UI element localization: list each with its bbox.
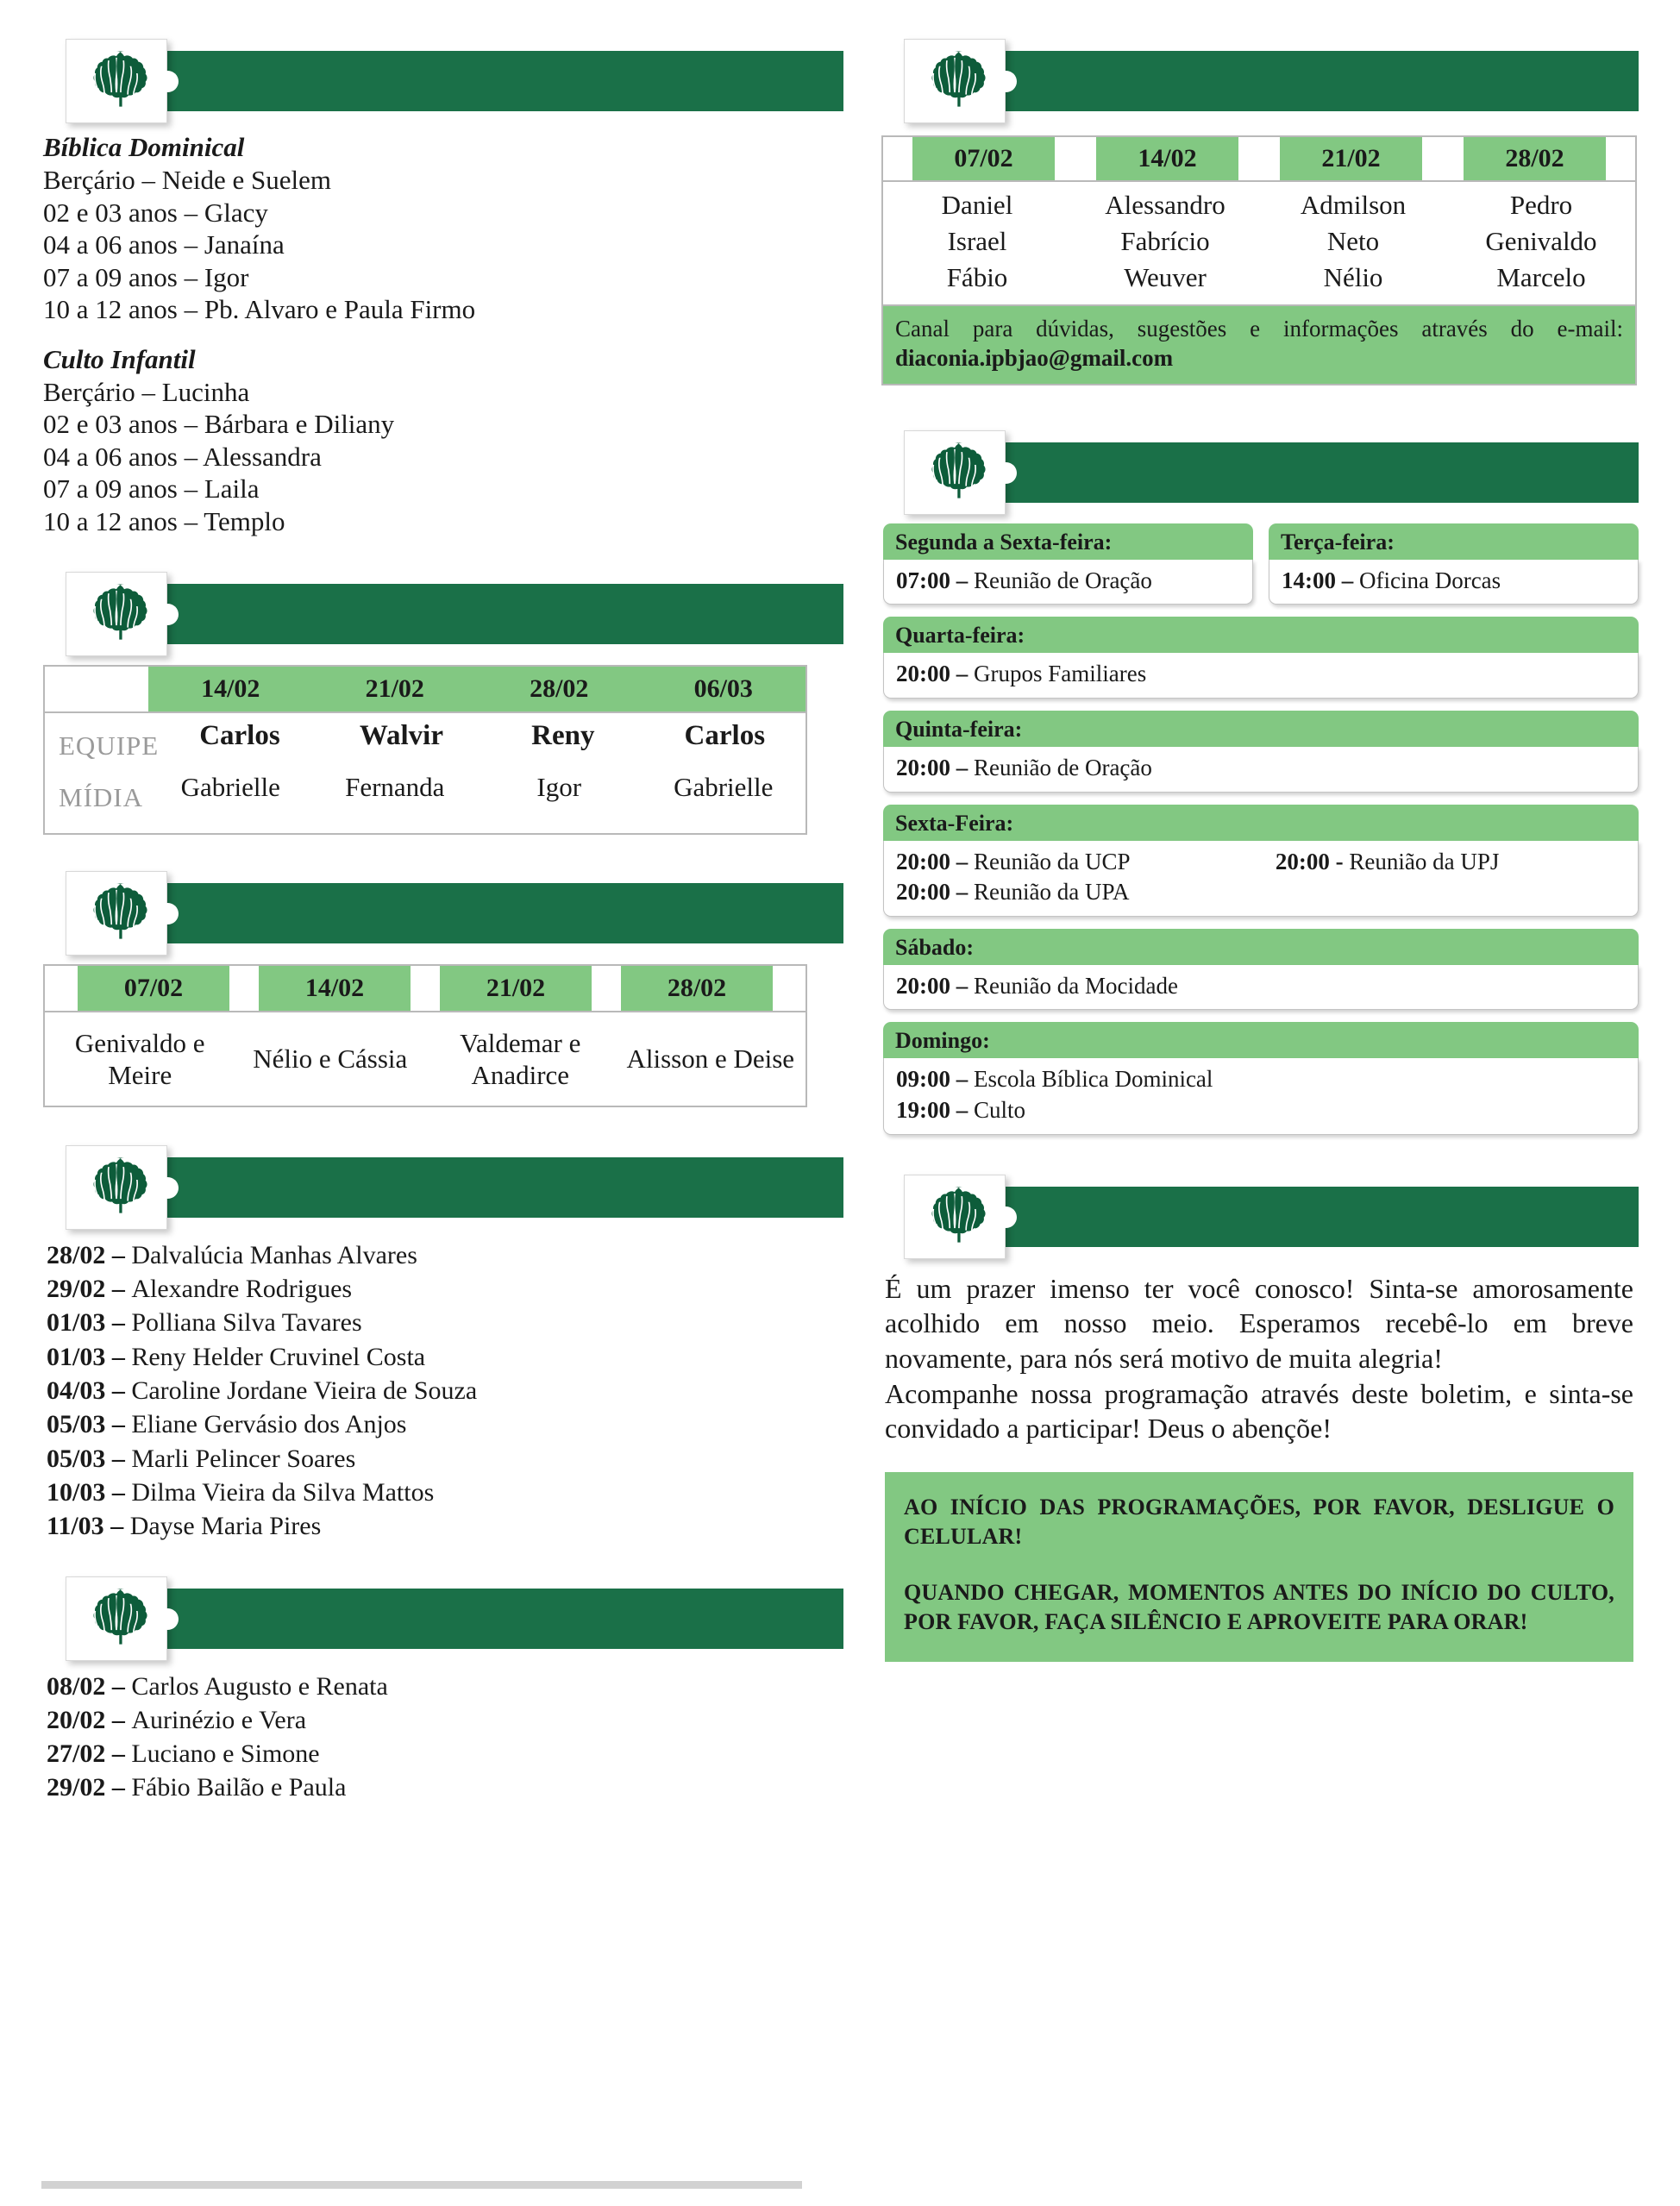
day-entries bbox=[883, 965, 1639, 1011]
row-label: EQUIPE bbox=[59, 730, 160, 761]
table-spacer-cell bbox=[411, 966, 440, 1011]
table-cell: Carlos bbox=[684, 720, 766, 751]
table-header-row bbox=[883, 137, 1635, 180]
header-banner bbox=[976, 51, 1639, 111]
entry-time: 09:00 bbox=[896, 1066, 950, 1093]
escala-louvor-table bbox=[43, 665, 807, 835]
escala-comunhao-table bbox=[43, 964, 807, 1107]
date-cell: 14/02 bbox=[259, 966, 411, 1011]
day-label: Sexta-Feira: bbox=[883, 805, 1639, 841]
table-cell: Daniel bbox=[941, 190, 1013, 220]
list-item: 29/02 – Fábio Bailão e Paula bbox=[47, 1773, 347, 1802]
subsection-title: Culto Infantil bbox=[43, 343, 196, 374]
header-banner bbox=[976, 1187, 1639, 1247]
table-cell: Gabrielle bbox=[180, 772, 280, 803]
list-item: 04 a 06 anos – Alessandra bbox=[43, 441, 322, 472]
day-entries bbox=[883, 653, 1639, 699]
birthday-date: 01/03 bbox=[47, 1308, 106, 1338]
connector-dot-icon bbox=[157, 903, 179, 924]
table-column bbox=[1259, 187, 1447, 296]
date-cell: 14/02 bbox=[148, 667, 313, 711]
day-label: Quarta-feira: bbox=[883, 617, 1639, 653]
anniversary-date: 27/02 bbox=[47, 1739, 106, 1769]
schedule-entry: 20:00 - Reunião da UPJ bbox=[1275, 848, 1500, 874]
escala-infantil-content bbox=[41, 132, 843, 537]
date-cell: 07/02 bbox=[912, 137, 1055, 180]
table-column bbox=[883, 187, 1071, 296]
entry-time: 19:00 bbox=[896, 1097, 950, 1123]
date-cell: 21/02 bbox=[313, 667, 478, 711]
entry-desc: Escola Bíblica Dominical bbox=[974, 1066, 1213, 1093]
table-cell: Genivaldo bbox=[1485, 225, 1597, 256]
birthday-name: Dalvalúcia Manhas Alvares bbox=[131, 1240, 417, 1269]
list-item: 01/03 – Polliana Silva Tavares bbox=[47, 1308, 362, 1338]
list-item: 28/02 – Dalvalúcia Manhas Alvares bbox=[47, 1240, 417, 1269]
connector-dot-icon bbox=[995, 71, 1017, 92]
birthday-name: Eliane Gervásio dos Anjos bbox=[131, 1410, 407, 1439]
table-cell: Genivaldo e Meire bbox=[74, 1027, 205, 1090]
section-header-aniversariantes bbox=[41, 1145, 843, 1230]
section-header-caro-visitante bbox=[880, 1175, 1639, 1259]
schedule-entry: 20:00 – Grupos Familiares bbox=[896, 661, 1147, 687]
date-cell: 28/02 bbox=[621, 966, 773, 1011]
church-tree-logo-icon bbox=[66, 1576, 167, 1661]
birthday-date: 11/03 bbox=[47, 1512, 104, 1541]
church-tree-logo-icon bbox=[66, 871, 167, 956]
date-cell: 21/02 bbox=[440, 966, 592, 1011]
connector-dot-icon bbox=[157, 1608, 179, 1630]
anniversary-name: Fábio Bailão e Paula bbox=[131, 1773, 347, 1802]
section-header-escala-comunhao bbox=[41, 871, 843, 956]
schedule-entry: 20:00 – Reunião da Mocidade bbox=[896, 972, 1178, 999]
entry-desc: Reunião da UPA bbox=[974, 879, 1130, 906]
table-cell: Admilson bbox=[1300, 190, 1407, 220]
list-item: 07 a 09 anos – Laila bbox=[43, 473, 260, 504]
list-item: 10 a 12 anos – Pb. Alvaro e Paula Firmo bbox=[43, 294, 476, 324]
table-cell: Neto bbox=[1326, 225, 1380, 256]
list-item: 05/03 – Marli Pelincer Soares bbox=[47, 1444, 356, 1473]
table-cell: Valdemar e Anadirce bbox=[460, 1027, 581, 1090]
list-item: 01/03 – Reny Helder Cruvinel Costa bbox=[47, 1342, 426, 1371]
anniversary-date: 08/02 bbox=[47, 1671, 106, 1701]
subsection-title: Bíblica Dominical bbox=[43, 132, 245, 162]
entry-time: 07:00 bbox=[896, 567, 950, 593]
table-cell: Nélio e Cássia bbox=[253, 1043, 408, 1075]
church-tree-logo-icon bbox=[904, 430, 1006, 515]
church-tree-logo-icon bbox=[66, 39, 167, 123]
list-item: 10/03 – Dilma Vieira da Silva Mattos bbox=[47, 1477, 435, 1507]
header-banner bbox=[138, 1589, 843, 1649]
notice-box bbox=[885, 1472, 1633, 1662]
table-cell: Gabrielle bbox=[674, 772, 774, 803]
header-banner bbox=[138, 51, 843, 111]
table-spacer-cell bbox=[773, 966, 806, 1011]
table-cell: Israel bbox=[947, 225, 1007, 256]
header-banner bbox=[138, 1157, 843, 1218]
schedule-entry: 07:00 – Reunião de Oração bbox=[896, 567, 1152, 593]
list-item: 08/02 – Carlos Augusto e Renata bbox=[47, 1671, 388, 1701]
schedule-entry: 09:00 – Escola Bíblica Dominical bbox=[896, 1066, 1213, 1093]
contact-email[interactable]: diaconia.ipbjao@gmail.com bbox=[895, 345, 1174, 372]
programme-card bbox=[883, 929, 1639, 1011]
day-entries bbox=[883, 841, 1639, 917]
programme-card bbox=[883, 711, 1639, 793]
list-item: 10 a 12 anos – Templo bbox=[43, 505, 285, 536]
church-tree-logo-icon bbox=[66, 572, 167, 656]
aniversariantes-list bbox=[47, 1238, 843, 1544]
aniversario-casamento-list bbox=[47, 1670, 843, 1805]
table-cell: Alessandro bbox=[1105, 190, 1226, 220]
birthday-name: Marli Pelincer Soares bbox=[131, 1444, 356, 1473]
table-spacer-cell bbox=[1422, 137, 1464, 180]
table-cell: Walvir bbox=[359, 720, 443, 751]
list-item: 02 e 03 anos – Bárbara e Diliany bbox=[43, 409, 395, 439]
list-item: 04/03 – Caroline Jordane Vieira de Souza bbox=[47, 1376, 478, 1406]
list-item: 27/02 – Luciano e Simone bbox=[47, 1739, 320, 1769]
birthday-date: 28/02 bbox=[47, 1240, 106, 1269]
table-cell: Alisson e Deise bbox=[626, 1043, 795, 1075]
section-header-escala-louvor bbox=[41, 572, 843, 656]
table-header-row bbox=[45, 667, 806, 711]
schedule-entry: 19:00 – Culto bbox=[896, 1097, 1026, 1123]
day-entries bbox=[883, 747, 1639, 793]
schedule-entry: 20:00 – Reunião da UPA bbox=[896, 879, 1130, 906]
table-row bbox=[45, 772, 806, 824]
birthday-date: 04/03 bbox=[47, 1376, 106, 1406]
day-label: Domingo: bbox=[883, 1022, 1639, 1058]
birthday-date: 01/03 bbox=[47, 1342, 106, 1371]
birthday-name: Dilma Vieira da Silva Mattos bbox=[131, 1477, 435, 1507]
connector-dot-icon bbox=[995, 462, 1017, 484]
programme-card bbox=[883, 617, 1639, 699]
escala-diaconal-table bbox=[881, 135, 1637, 385]
birthday-date: 10/03 bbox=[47, 1477, 106, 1507]
birthday-date: 05/03 bbox=[47, 1410, 106, 1439]
schedule-entry: 20:00 – Reunião da UCP bbox=[896, 848, 1131, 874]
church-tree-logo-icon bbox=[904, 1175, 1006, 1259]
table-cell: Marcelo bbox=[1496, 261, 1586, 292]
connector-dot-icon bbox=[157, 71, 179, 92]
birthday-name: Dayse Maria Pires bbox=[129, 1512, 322, 1541]
day-label: Quinta-feira: bbox=[883, 711, 1639, 747]
header-banner bbox=[976, 442, 1639, 503]
date-cell: 07/02 bbox=[78, 966, 229, 1011]
header-banner bbox=[138, 584, 843, 644]
programme-card bbox=[883, 523, 1253, 605]
anniversary-date: 29/02 bbox=[47, 1773, 106, 1802]
table-header-row bbox=[45, 966, 806, 1011]
notice-text: AO INÍCIO DAS PROGRAMAÇÕES, POR FAVOR, DESLIGUE O CELULAR! bbox=[904, 1494, 1614, 1550]
visitor-paragraph: Acompanhe nossa programação através deste boletim, e sinta-se convidado a participar! Deus o abençõe! bbox=[885, 1377, 1633, 1445]
date-cell: 06/03 bbox=[642, 667, 806, 711]
birthday-date: 29/02 bbox=[47, 1275, 106, 1304]
list-item: 11/03 – Dayse Maria Pires bbox=[47, 1512, 322, 1541]
entry-desc: Reunião da Mocidade bbox=[974, 972, 1178, 999]
table-cell: Fabrício bbox=[1120, 225, 1210, 256]
table-cell: Fábio bbox=[946, 261, 1008, 292]
birthday-date: 05/03 bbox=[47, 1444, 106, 1473]
connector-dot-icon bbox=[157, 1177, 179, 1199]
schedule-entry-pair bbox=[896, 847, 1626, 878]
day-label: Terça-feira: bbox=[1269, 523, 1639, 560]
diaconal-contact-note bbox=[883, 304, 1635, 384]
schedule-entry: 20:00 – Reunião de Oração bbox=[896, 754, 1152, 780]
day-entries bbox=[1269, 560, 1639, 605]
date-cell: 28/02 bbox=[477, 667, 642, 711]
table-cell: Fernanda bbox=[345, 772, 445, 803]
programme-card bbox=[1269, 523, 1639, 605]
table-column bbox=[1447, 187, 1635, 296]
day-entries bbox=[883, 560, 1253, 605]
section-header-escala-diaconal bbox=[880, 39, 1639, 123]
anniversary-name: Luciano e Simone bbox=[131, 1739, 320, 1769]
list-item: Berçário – Lucinha bbox=[43, 376, 250, 407]
church-tree-logo-icon bbox=[904, 39, 1006, 123]
entry-time: 20:00 bbox=[896, 879, 950, 906]
table-spacer-cell bbox=[592, 966, 621, 1011]
list-item: 07 a 09 anos – Igor bbox=[43, 261, 249, 292]
anniversary-date: 20/02 bbox=[47, 1705, 106, 1734]
bottom-divider bbox=[41, 2181, 802, 2189]
day-entries bbox=[883, 1058, 1639, 1134]
entry-time: 20:00 bbox=[1275, 848, 1330, 874]
table-cell: Carlos bbox=[199, 720, 280, 751]
connector-dot-icon bbox=[995, 1206, 1017, 1228]
table-cell: Igor bbox=[536, 772, 582, 803]
entry-desc: Grupos Familiares bbox=[974, 661, 1147, 687]
entry-desc: Reunião de Oração bbox=[974, 754, 1152, 780]
table-spacer-cell bbox=[1238, 137, 1280, 180]
entry-time: 20:00 bbox=[896, 661, 950, 687]
entry-time: 20:00 bbox=[896, 972, 950, 999]
programacao-semanal-content bbox=[883, 523, 1639, 1135]
entry-desc: Reunião da UPJ bbox=[1349, 848, 1500, 874]
day-label: Segunda a Sexta-feira: bbox=[883, 523, 1253, 560]
table-column bbox=[1071, 187, 1259, 296]
list-item: 04 a 06 anos – Janaína bbox=[43, 229, 285, 260]
anniversary-name: Carlos Augusto e Renata bbox=[131, 1671, 388, 1701]
right-column bbox=[880, 39, 1639, 2206]
programme-row bbox=[883, 523, 1639, 605]
table-cell: Nélio bbox=[1323, 261, 1383, 292]
notice-text: QUANDO CHEGAR, MOMENTOS ANTES DO INÍCIO DO CULTO, POR FAVOR, FAÇA SILÊNCIO E APROVEITE PARA ORAR! bbox=[904, 1579, 1614, 1635]
list-item: Berçário – Neide e Suelem bbox=[43, 165, 331, 195]
connector-dot-icon bbox=[157, 604, 179, 625]
birthday-name: Alexandre Rodrigues bbox=[131, 1275, 353, 1304]
schedule-entry: 14:00 – Oficina Dorcas bbox=[1282, 567, 1501, 593]
entry-time: 14:00 bbox=[1282, 567, 1336, 593]
date-cell: 14/02 bbox=[1096, 137, 1238, 180]
section-header-aniversario-casamento bbox=[41, 1576, 843, 1661]
table-cell: Weuver bbox=[1124, 261, 1207, 292]
visitor-message bbox=[885, 1271, 1633, 1446]
table-spacer-cell bbox=[1606, 137, 1635, 180]
table-cell: Reny bbox=[531, 720, 595, 751]
table-spacer-cell bbox=[883, 137, 912, 180]
table-spacer-cell bbox=[45, 966, 78, 1011]
table-body bbox=[883, 182, 1635, 304]
entry-time: 20:00 bbox=[896, 754, 950, 780]
date-cell: 28/02 bbox=[1464, 137, 1606, 180]
table-row bbox=[45, 720, 806, 772]
list-item: 05/03 – Eliane Gervásio dos Anjos bbox=[47, 1410, 407, 1439]
entry-time: 20:00 bbox=[896, 848, 950, 874]
day-label: Sábado: bbox=[883, 929, 1639, 965]
birthday-name: Polliana Silva Tavares bbox=[131, 1308, 362, 1338]
header-banner bbox=[138, 883, 843, 943]
church-tree-logo-icon bbox=[66, 1145, 167, 1230]
table-spacer-cell bbox=[229, 966, 259, 1011]
table-corner-cell bbox=[45, 667, 148, 711]
entry-desc: Reunião da UCP bbox=[974, 848, 1131, 874]
list-item: 20/02 – Aurinézio e Vera bbox=[47, 1705, 307, 1734]
section-header-programacao-semanal bbox=[880, 430, 1639, 515]
entry-desc: Reunião de Oração bbox=[974, 567, 1152, 593]
programme-card bbox=[883, 805, 1639, 917]
entry-desc: Oficina Dorcas bbox=[1359, 567, 1501, 593]
anniversary-name: Aurinézio e Vera bbox=[131, 1705, 307, 1734]
section-header-escala-infantil bbox=[41, 39, 843, 123]
table-cell: Pedro bbox=[1509, 190, 1573, 220]
birthday-name: Caroline Jordane Vieira de Souza bbox=[131, 1376, 478, 1406]
list-item: 29/02 – Alexandre Rodrigues bbox=[47, 1275, 353, 1304]
table-spacer-cell bbox=[1055, 137, 1096, 180]
table-body-row bbox=[45, 1012, 806, 1106]
programme-card bbox=[883, 1022, 1639, 1134]
birthday-name: Reny Helder Cruvinel Costa bbox=[131, 1342, 426, 1371]
visitor-paragraph: É um prazer imenso ter você conosco! Sinta-se amorosamente acolhido em nosso meio. Esperamos recebê-lo em breve novamente, para nós será motivo de muita alegria! bbox=[885, 1272, 1633, 1374]
left-column bbox=[41, 39, 843, 2206]
entry-desc: Culto bbox=[974, 1097, 1026, 1123]
date-cell: 21/02 bbox=[1280, 137, 1422, 180]
list-item: 02 e 03 anos – Glacy bbox=[43, 197, 268, 228]
note-text: Canal para dúvidas, sugestões e informações através do e-mail: bbox=[895, 315, 1623, 342]
table-body bbox=[45, 713, 806, 833]
row-label: MÍDIA bbox=[59, 782, 143, 813]
